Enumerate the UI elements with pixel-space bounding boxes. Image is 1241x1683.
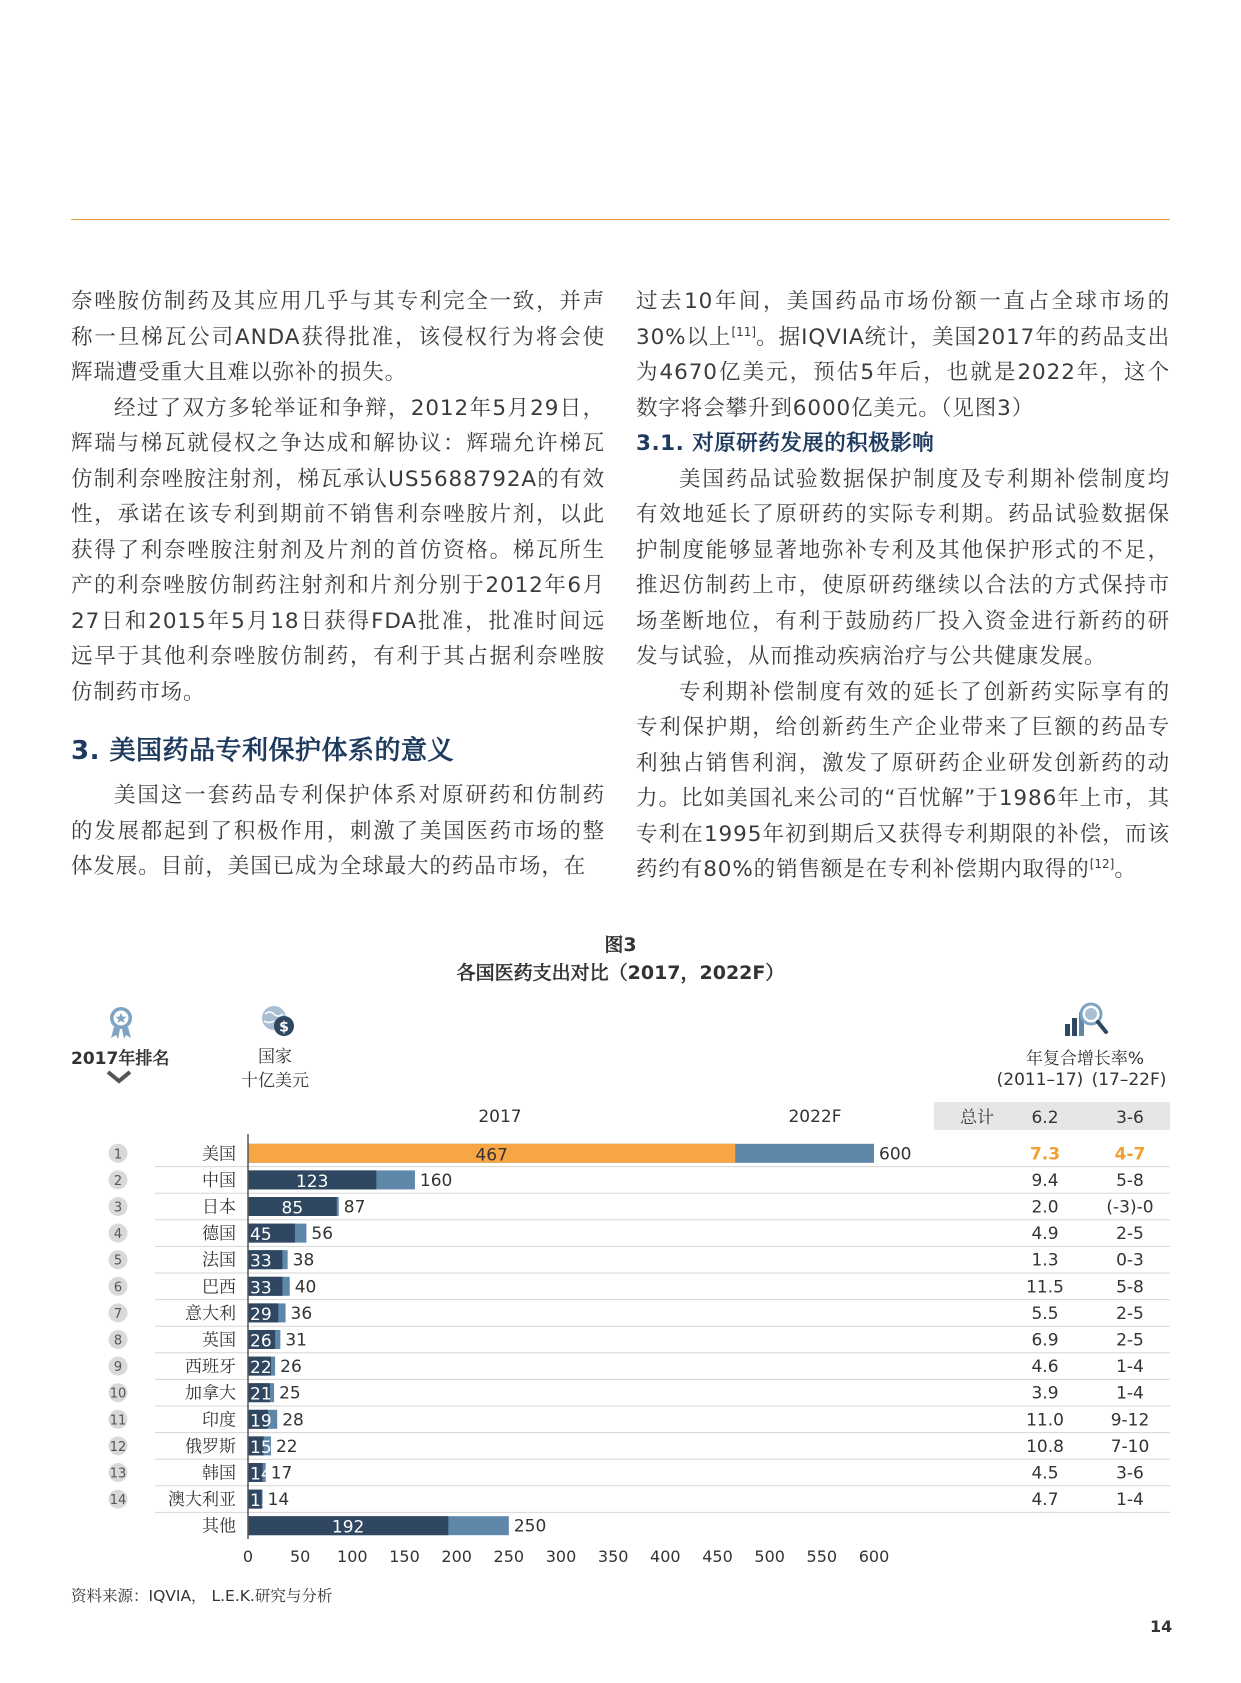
bar-2017-value: 192 — [331, 1517, 365, 1538]
series-label-2017: 2017 — [478, 1107, 522, 1127]
cagr-2011-17: 2.0 — [1031, 1197, 1059, 1218]
x-tick-label: 450 — [702, 1547, 733, 1566]
left-paragraph-1: 奈唑胺仿制药及其应用几乎与其专利完全一致，并声称一旦梯瓦公司ANDA获得批准，该侵权行为将会使辉瑞遭受重大且难以弥补的损失。 — [71, 289, 605, 385]
bar-2017-value: 45 — [250, 1225, 272, 1246]
svg-text:$: $ — [279, 1019, 289, 1036]
source-note: 资料来源：IQVIA， L.E.K.研究与分析 — [71, 1587, 333, 1605]
cagr-17-22f: 1-4 — [1116, 1383, 1144, 1404]
country-label: 澳大利亚 — [168, 1490, 236, 1511]
bar-2022f-value: 26 — [280, 1357, 302, 1378]
left-paragraph-2: 经过了双方多轮举证和争辩，2012年5月29日，辉瑞与梯瓦就侵权之争达成和解协议：辉瑞允许梯瓦仿制利奈唑胺注射剂，梯瓦承认US5688792A的有效性，承诺在该专利到期前不销售利奈唑胺片剂，以此获得了利奈唑胺注射剂及片剂的首仿资格。梯瓦所生产的利奈唑胺仿制药注射剂和片剂分别于2012年6月27日和2015年5月18日获得FDA批准，批准时间远远早于其他利奈唑胺仿制药，有利于其占据利奈唑胺仿制药市场。 — [71, 395, 605, 705]
x-tick-label: 350 — [597, 1547, 629, 1566]
bar-2017-value: 33 — [250, 1251, 272, 1272]
cagr-2011-17: 9.4 — [1031, 1170, 1059, 1191]
cagr-17-22f: 1-4 — [1116, 1490, 1144, 1511]
x-tick-label: 100 — [337, 1547, 368, 1566]
cagr-17-22f: 5-8 — [1116, 1277, 1144, 1298]
bar-2017-value: 467 — [475, 1145, 508, 1166]
country-label: 印度 — [202, 1410, 236, 1431]
cagr-17-22f: 2-5 — [1116, 1224, 1144, 1245]
country-label: 俄罗斯 — [185, 1436, 236, 1457]
cagr-2011-17: 4.9 — [1031, 1224, 1059, 1245]
x-tick-label: 50 — [289, 1547, 311, 1566]
x-tick-label: 0 — [242, 1547, 254, 1566]
bar-2022f-value: 17 — [270, 1463, 293, 1484]
cagr-17-22f: 2-5 — [1116, 1330, 1144, 1351]
cagr-period-1-header: (2011–17) — [996, 1070, 1084, 1090]
country-label: 法国 — [202, 1250, 236, 1271]
bar-2022f-value: 25 — [279, 1383, 301, 1404]
right-paragraph-1-text-b: 。据IQVIA统计，美国2017年的药品支出为4670亿美元，预估5年后，也就是2022年，这个数字将会攀升到6000亿美元。（见图3） — [636, 324, 1170, 421]
bar-2022f-value: 38 — [292, 1250, 315, 1271]
bar-2017-value: 21 — [250, 1384, 272, 1405]
cagr-2011-17: 11.0 — [1026, 1410, 1064, 1431]
bar-2022f-value: 87 — [343, 1197, 366, 1218]
cagr-2011-17: 10.8 — [1026, 1436, 1064, 1457]
bar-2022f-value: 250 — [513, 1516, 547, 1537]
total-label: 总计 — [960, 1108, 994, 1128]
rank-number: 14 — [109, 1493, 127, 1509]
subsection-heading: 3.1. 对原研药发展的积极影响 — [636, 431, 935, 456]
bar-2017-value: 123 — [295, 1171, 329, 1192]
cagr-17-22f: 5-8 — [1116, 1170, 1144, 1191]
cagr-2011-17: 1.3 — [1031, 1250, 1059, 1271]
bar-2017-value: 15 — [250, 1437, 272, 1458]
bar-2022f-value: 36 — [290, 1303, 313, 1324]
country-label: 中国 — [202, 1170, 236, 1191]
cagr-17-22f: 9-12 — [1110, 1410, 1150, 1431]
figure-title: 各国医药支出对比（2017，2022F） — [456, 962, 785, 984]
bar-2017-value: 14 — [250, 1464, 272, 1485]
bar-2017-value: 33 — [250, 1278, 272, 1299]
rank-number: 11 — [109, 1413, 127, 1429]
rank-number: 8 — [113, 1333, 123, 1349]
rank-number: 3 — [113, 1200, 123, 1216]
rank-number: 6 — [113, 1280, 123, 1296]
total-cagr-17-22f: 3-6 — [1116, 1108, 1144, 1128]
bar-2017-value: 13 — [250, 1491, 272, 1512]
series-label-2022f: 2022F — [788, 1107, 842, 1127]
bar-2022f-value: 28 — [282, 1410, 304, 1431]
cagr-2011-17: 4.7 — [1031, 1490, 1059, 1511]
right-paragraph-2: 美国药品试验数据保护制度及专利期补偿制度均有效地延长了原研药的实际专利期。药品试验数据保护制度能够显著地弥补专利及其他保护形式的不足，推迟仿制药上市，使原研药继续以合法的方式保持市场垄断地位，有利于鼓励药厂投入资金进行新药的研发与试验，从而推动疾病治疗与公共健康发展。 — [636, 466, 1170, 669]
bar-2017-value: 22 — [250, 1358, 272, 1379]
rank-number: 10 — [109, 1386, 127, 1402]
cagr-17-22f: 4-7 — [1114, 1144, 1146, 1165]
country-label: 美国 — [202, 1144, 236, 1165]
cagr-2011-17: 4.5 — [1031, 1463, 1059, 1484]
country-label: 其他 — [202, 1516, 236, 1537]
bar-2022f-value: 14 — [267, 1490, 290, 1511]
bar-2022f-value: 22 — [275, 1436, 298, 1457]
country-label: 西班牙 — [185, 1357, 236, 1378]
country-label: 日本 — [202, 1197, 236, 1218]
country-label: 德国 — [202, 1224, 236, 1245]
x-tick-label: 550 — [806, 1547, 838, 1566]
cagr-period-2-header: (17–22F) — [1091, 1070, 1167, 1090]
section-heading: 3. 美国药品专利保护体系的意义 — [71, 736, 455, 766]
reference-11: [11] — [731, 324, 757, 339]
x-tick-label: 150 — [389, 1547, 420, 1566]
cagr-17-22f: 1-4 — [1116, 1357, 1144, 1378]
cagr-2011-17: 5.5 — [1031, 1303, 1059, 1324]
cagr-2011-17: 11.5 — [1026, 1277, 1064, 1298]
cagr-2011-17: 6.9 — [1031, 1330, 1059, 1351]
right-paragraph-3-text-b: 。 — [1114, 857, 1137, 882]
bar-2022f-value: 600 — [879, 1144, 912, 1165]
rank-number: 7 — [113, 1306, 123, 1322]
cagr-17-22f: 2-5 — [1116, 1303, 1144, 1324]
right-paragraph-1-text-a: 过去10年间，美国药品市场份额一直占全球市场的30%以上 — [636, 289, 1170, 350]
rank-number: 2 — [113, 1173, 123, 1189]
cagr-17-22f: 3-6 — [1116, 1463, 1144, 1484]
total-cagr-2011-17: 6.2 — [1031, 1108, 1059, 1128]
country-label: 巴西 — [202, 1277, 236, 1298]
page-number: 14 — [1150, 1617, 1173, 1636]
bar-2017-value: 19 — [250, 1411, 272, 1432]
cagr-17-22f: 0-3 — [1116, 1250, 1144, 1271]
cagr-2011-17: 4.6 — [1031, 1357, 1059, 1378]
cagr-2011-17: 3.9 — [1031, 1383, 1059, 1404]
country-label: 英国 — [202, 1330, 236, 1351]
x-tick-label: 250 — [493, 1547, 525, 1566]
bar-2022f-value: 56 — [311, 1224, 334, 1245]
x-tick-label: 200 — [441, 1547, 472, 1566]
reference-12: [12] — [1089, 857, 1115, 871]
unit-header: 十亿美元 — [241, 1071, 309, 1091]
bar-2022f-value: 40 — [294, 1277, 317, 1298]
left-paragraph-3: 美国这一套药品专利保护体系对原研药和仿制药的发展都起到了积极作用，刺激了美国医药市场的整体发展。目前，美国已成为全球最大的药品市场，在 — [71, 783, 605, 879]
rank-header: 2017年排名 — [71, 1049, 170, 1069]
rank-number: 9 — [113, 1360, 123, 1376]
x-tick-label: 300 — [545, 1547, 577, 1566]
cagr-2011-17: 7.3 — [1029, 1144, 1061, 1165]
country-label: 韩国 — [202, 1463, 236, 1484]
bar-2017-value: 26 — [250, 1331, 272, 1352]
x-tick-label: 600 — [858, 1547, 890, 1566]
country-label: 意大利 — [185, 1303, 236, 1324]
right-paragraph-3-text-a: 专利期补偿制度有效的延长了创新药实际享有的专利保护期，给创新药生产企业带来了巨额的药品专利独占销售利润，激发了原研药企业研发创新药的动力。比如美国礼来公司的“百忧解”于1986年上市，其专利在1995年初到期后又获得专利期限的补偿，而该药约有80%的销售额是在专利补偿期内取得的 — [636, 679, 1170, 882]
rank-number: 13 — [109, 1466, 127, 1482]
rank-number: 4 — [113, 1227, 123, 1243]
country-label: 加拿大 — [185, 1383, 236, 1404]
bar-2022f-value: 160 — [419, 1170, 453, 1191]
cagr-17-22f: 7-10 — [1110, 1436, 1150, 1457]
figure-number: 图3 — [604, 934, 637, 956]
bar-2022f-value: 31 — [285, 1330, 307, 1351]
x-tick-label: 400 — [650, 1547, 681, 1566]
rank-number: 12 — [109, 1439, 127, 1455]
rank-number: 5 — [113, 1253, 123, 1269]
cagr-header: 年复合增长率% — [1025, 1049, 1145, 1069]
x-tick-label: 500 — [754, 1547, 785, 1566]
bar-2017-value: 29 — [250, 1304, 272, 1325]
rank-number: 1 — [113, 1147, 123, 1163]
bar-2017-value: 85 — [281, 1198, 304, 1219]
cagr-17-22f: (-3)-0 — [1106, 1197, 1154, 1218]
country-header: 国家 — [258, 1047, 292, 1067]
